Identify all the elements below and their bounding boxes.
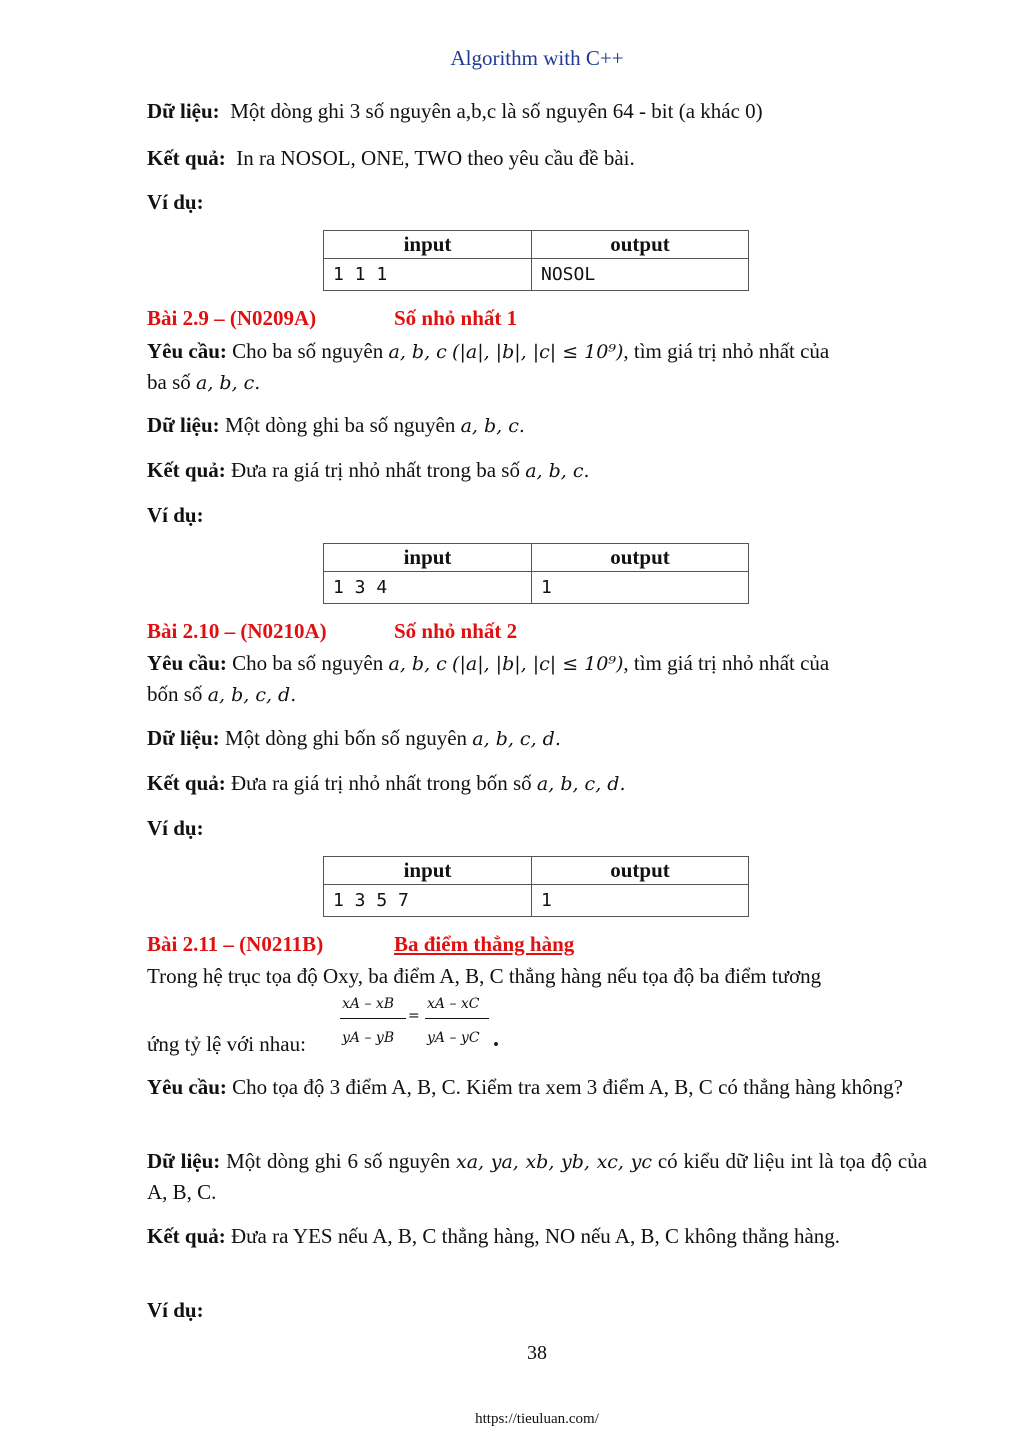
output-label: Kết quả: xyxy=(147,146,226,170)
requirement-line2: bốn số xyxy=(147,682,203,706)
math-vars: a, b, c. xyxy=(460,415,525,437)
table-cell-output: NOSOL xyxy=(532,259,749,291)
math-vars: a, b, c, d. xyxy=(472,728,561,750)
requirement-line2: ba số xyxy=(147,370,191,394)
exercise-title-2-10 xyxy=(147,619,517,644)
page-number: 38 xyxy=(527,1342,547,1364)
input-label: Dữ liệu: xyxy=(147,99,220,123)
requirement-text: Cho ba số nguyên xyxy=(232,651,384,675)
footer-url[interactable]: https://tieuluan.com/ xyxy=(475,1411,599,1427)
formula-period: . xyxy=(493,1026,499,1052)
output-paragraph xyxy=(147,455,927,486)
fraction-2-denominator: yA – yC xyxy=(427,1030,480,1046)
math-condition: (|a|, |b|, |c| ≤ 10⁹) xyxy=(452,653,624,675)
table-cell-input: 1 3 4 xyxy=(324,572,532,604)
exercise-name: Số nhỏ nhất 1 xyxy=(394,306,518,330)
output-label: Kết quả: xyxy=(147,771,226,795)
input-paragraph xyxy=(147,410,927,441)
top-input-paragraph xyxy=(147,96,927,126)
top-output-paragraph xyxy=(147,143,927,173)
exercise-name: Số nhỏ nhất 2 xyxy=(394,619,518,643)
exercise-code: Bài 2.10 – (N0210A) xyxy=(147,619,327,643)
page-header: Algorithm with C++ xyxy=(450,46,624,70)
example-table xyxy=(323,856,749,917)
fraction-2-numerator: xA – xC xyxy=(427,996,480,1012)
table-cell-output: 1 xyxy=(532,885,749,917)
equals-sign: = xyxy=(408,1008,420,1024)
math-condition: (|a|, |b|, |c| ≤ 10⁹) xyxy=(452,341,624,363)
output-text: Đưa ra giá trị nhỏ nhất trong ba số xyxy=(231,458,520,482)
requirement-label: Yêu cầu: xyxy=(147,339,227,363)
table-cell-input: 1 3 5 7 xyxy=(324,885,532,917)
math-vars: a, b, c. xyxy=(525,460,590,482)
output-label: Kết quả: xyxy=(147,1224,226,1248)
input-paragraph xyxy=(147,723,927,754)
table-header-output: output xyxy=(532,544,749,572)
input-tail: có kiểu dữ liệu int là tọa độ của A, B, C. xyxy=(147,1149,928,1204)
table-header-input: input xyxy=(324,544,532,572)
output-paragraph xyxy=(147,1221,927,1251)
requirement-label: Yêu cầu: xyxy=(147,1075,227,1099)
table-header-input: input xyxy=(324,231,532,259)
requirement-text: Cho ba số nguyên xyxy=(232,339,384,363)
fraction-1-bar xyxy=(340,1018,406,1019)
input-label: Dữ liệu: xyxy=(147,1149,221,1173)
table-header-output: output xyxy=(532,857,749,885)
fraction-2-bar xyxy=(425,1018,489,1019)
example-table xyxy=(323,543,749,604)
example-label: Ví dụ: xyxy=(147,190,204,214)
requirement-paragraph xyxy=(147,1072,927,1102)
math-vars: a, b, c, d. xyxy=(207,684,297,706)
table-cell-input: 1 1 1 xyxy=(324,259,532,291)
intro-paragraph: Trong hệ trục tọa độ Oxy, ba điểm A, B, C thẳng hàng nếu tọa độ ba điểm tương xyxy=(147,964,822,988)
example-label: Ví dụ: xyxy=(147,503,204,527)
table-header-output: output xyxy=(532,231,749,259)
example-label: Ví dụ: xyxy=(147,816,204,840)
input-text: Một dòng ghi 6 số nguyên xyxy=(226,1149,451,1173)
fraction-1-denominator: yA – yB xyxy=(342,1030,395,1046)
requirement-tail: , tìm giá trị nhỏ nhất của xyxy=(623,651,830,675)
requirement-tail: , tìm giá trị nhỏ nhất của xyxy=(623,339,830,363)
math-vars: a, b, c, d. xyxy=(536,773,626,795)
input-text: Một dòng ghi bốn số nguyên xyxy=(224,726,468,750)
requirement-paragraph xyxy=(147,336,927,398)
exercise-code: Bài 2.11 – (N0211B) xyxy=(147,932,324,956)
intro-line2: ứng tỷ lệ với nhau: xyxy=(147,1032,306,1056)
input-text: Một dòng ghi 3 số nguyên a,b,c là số nguyên 64 - bit (a khác 0) xyxy=(230,99,763,123)
fraction-1-numerator: xA – xB xyxy=(342,996,395,1012)
exercise-code: Bài 2.9 – (N0209A) xyxy=(147,306,317,330)
requirement-paragraph xyxy=(147,648,927,710)
exercise-title-2-11 xyxy=(147,932,574,957)
input-text: Một dòng ghi ba số nguyên xyxy=(224,413,456,437)
math-vars: a, b, c. xyxy=(196,372,261,394)
math-vars: a, b, c xyxy=(388,653,447,675)
input-paragraph xyxy=(147,1146,927,1207)
input-label: Dữ liệu: xyxy=(147,413,220,437)
table-cell-output: 1 xyxy=(532,572,749,604)
requirement-label: Yêu cầu: xyxy=(147,651,227,675)
output-text: Đưa ra YES nếu A, B, C thẳng hàng, NO nếu A, B, C không thẳng hàng. xyxy=(231,1224,841,1248)
output-label: Kết quả: xyxy=(147,458,226,482)
output-text: In ra NOSOL, ONE, TWO theo yêu cầu đề bài. xyxy=(236,146,635,170)
output-text: Đưa ra giá trị nhỏ nhất trong bốn số xyxy=(231,771,532,795)
example-label: Ví dụ: xyxy=(147,1298,204,1322)
example-table xyxy=(323,230,749,291)
exercise-title-2-9 xyxy=(147,306,517,331)
math-vars: a, b, c xyxy=(388,341,447,363)
math-vars: xa, ya, xb, yb, xc, yc xyxy=(456,1151,652,1173)
output-paragraph xyxy=(147,768,927,799)
input-label: Dữ liệu: xyxy=(147,726,220,750)
exercise-name: Ba điểm thẳng hàng xyxy=(394,932,575,956)
table-header-input: input xyxy=(324,857,532,885)
requirement-text: Cho tọa độ 3 điểm A, B, C. Kiểm tra xem 3 điểm A, B, C có thẳng hàng không? xyxy=(232,1075,903,1099)
